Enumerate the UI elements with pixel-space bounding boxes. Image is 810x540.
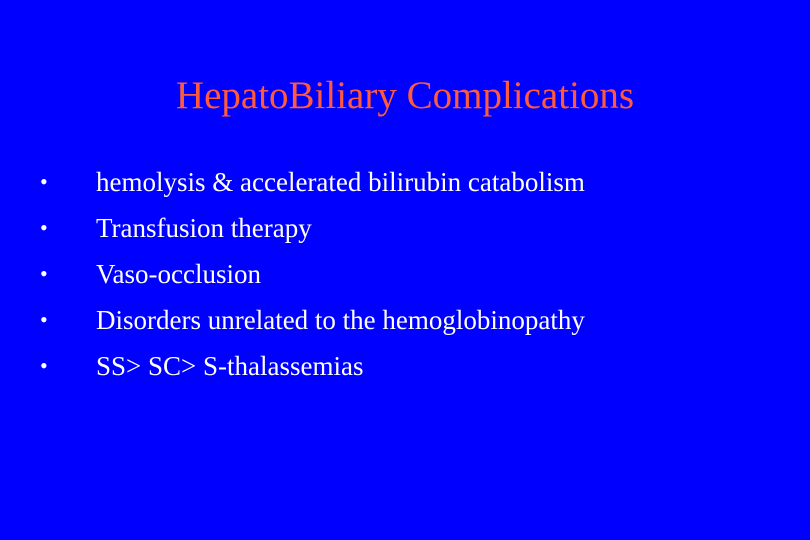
bullet-text: SS> SC> S-thalassemias <box>96 351 364 381</box>
bullet-item <box>40 254 790 300</box>
bullet-item <box>40 162 790 208</box>
bullet-item <box>40 300 790 346</box>
bullet-text: Transfusion therapy <box>96 213 312 243</box>
bullet-text: Disorders unrelated to the hemoglobinopathy <box>96 305 585 335</box>
bullet-item <box>40 208 790 254</box>
bullet-dot-icon: • <box>40 261 48 286</box>
bullet-dot-icon: • <box>40 353 48 378</box>
bullet-text: Vaso-occlusion <box>96 259 261 289</box>
slide-title: HepatoBiliary Complications <box>175 74 635 117</box>
bullet-text: hemolysis & accelerated bilirubin catabolism <box>96 167 585 197</box>
bullet-dot-icon: • <box>40 215 48 240</box>
bullet-list <box>40 162 790 392</box>
bullet-item <box>40 346 790 392</box>
bullet-dot-icon: • <box>40 307 48 332</box>
bullet-dot-icon: • <box>40 169 48 194</box>
